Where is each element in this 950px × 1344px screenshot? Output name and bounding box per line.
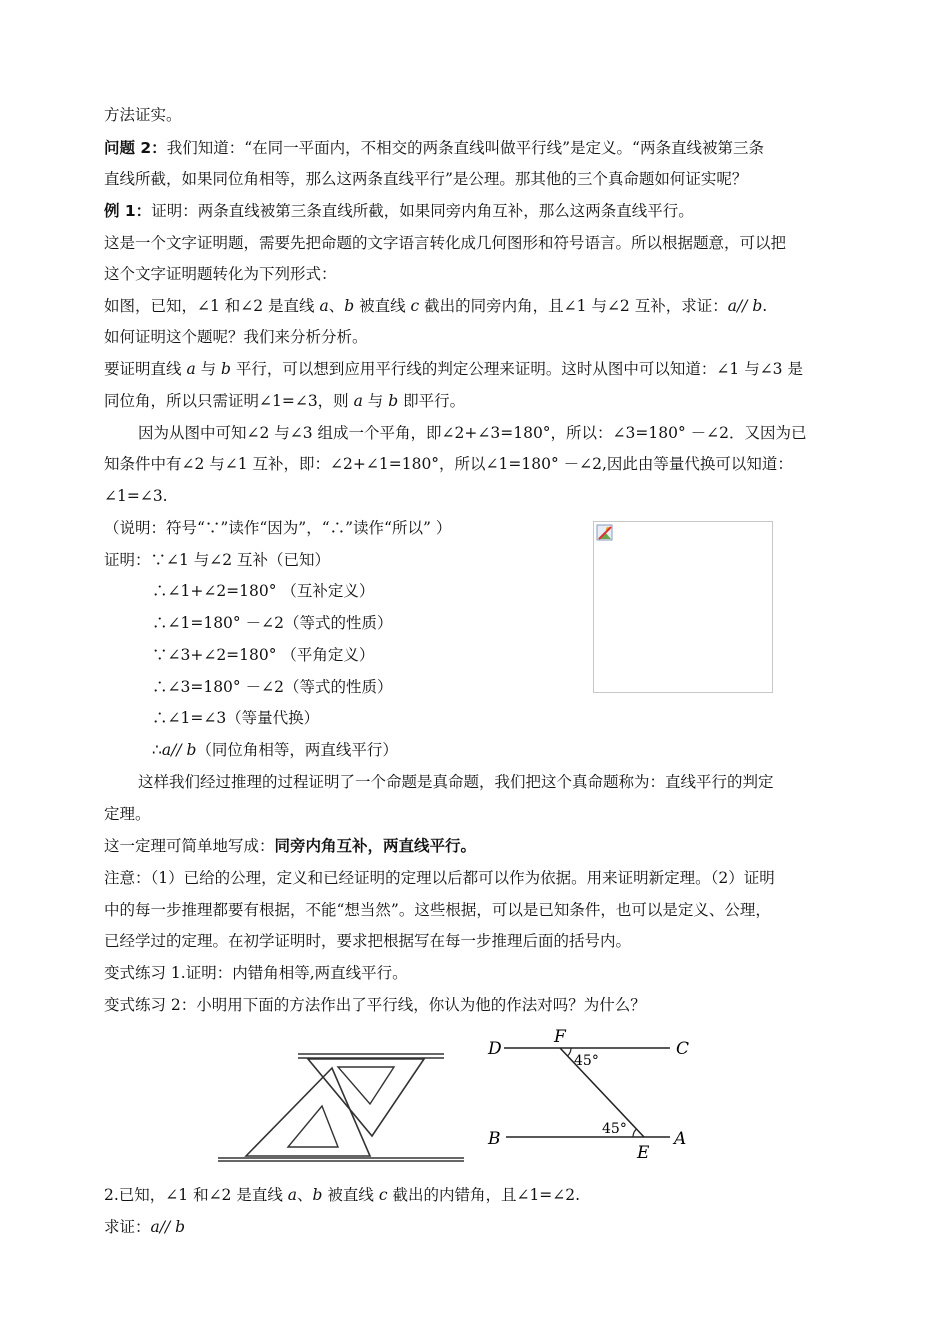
symbol-note	[104, 517, 451, 539]
parallel-expr: a// b	[150, 1218, 186, 1236]
lower-set-square	[246, 1068, 370, 1156]
text: 定理。	[104, 805, 151, 823]
text: 中的每一步推理都要有根据，不能“想当然”。这些根据，可以是已知条件，也可以是定义、公理，	[104, 901, 771, 919]
text: 、	[297, 1186, 313, 1204]
angle-arc-bottom	[633, 1129, 637, 1137]
var-a: a	[186, 360, 196, 378]
missing-figure	[593, 521, 773, 693]
text: 因为从图中可知∠2 与∠3 组成一个平角，即∠2+∠3=180°，所以：∠3=180° －∠2．又因为已	[138, 424, 807, 442]
text: ∵∠3+∠2=180° （平角定义）	[152, 646, 375, 664]
text: 这样我们经过推理的过程证明了一个命题是真命题，我们把这个真命题称为：直线平行的判定	[138, 773, 774, 791]
text: 这是一个文字证明题，需要先把命题的文字语言转化成几何图形和符号语言。所以根据题意，可以把	[104, 234, 787, 252]
text-line	[138, 422, 807, 444]
text: 如何证明这个题呢？我们来分析分析。	[104, 328, 368, 346]
text-line	[104, 326, 368, 348]
angle-label-top: 45°	[574, 1053, 599, 1069]
given-line	[104, 295, 767, 317]
angle-arc-top	[568, 1048, 572, 1056]
proof-step	[104, 549, 330, 571]
var-a: a	[319, 297, 329, 315]
text: 直线所截，如果同位角相等，那么这两条直线平行”是公理。那其他的三个真命题如何证实呢？	[104, 170, 748, 188]
text: 变式练习 2：小明用下面的方法作出了平行线，你认为他的作法对吗？为什么？	[104, 996, 646, 1014]
text: 、	[328, 297, 345, 315]
label-A: A	[674, 1129, 687, 1149]
text: 证明：两条直线被第三条直线所截，如果同旁内角互补，那么这两条直线平行。	[151, 202, 694, 220]
text: 与	[362, 392, 389, 410]
proof-step	[152, 739, 398, 761]
text: 要证明直线	[104, 360, 187, 378]
text-line	[104, 232, 786, 254]
text: 截出的内错角，且∠1=∠2.	[387, 1186, 581, 1204]
analysis-line	[104, 390, 465, 412]
text: ∴∠1=∠3（等量代换）	[152, 709, 320, 727]
text: 截出的同旁内角，且∠1 与∠2 互补，求证：	[419, 297, 728, 315]
text: ∴∠1+∠2=180° （互补定义）	[152, 582, 375, 600]
text: ∠1=∠3.	[104, 487, 168, 505]
var-b: b	[221, 360, 231, 378]
text: 被直线	[322, 1186, 379, 1204]
text-line	[104, 899, 771, 921]
text: .	[762, 297, 768, 315]
text: 这个文字证明题转化为下列形式：	[104, 265, 337, 283]
broken-image-icon	[596, 524, 614, 542]
parallel-lines-figure	[484, 1024, 704, 1164]
text-line	[104, 867, 775, 889]
text: ∴∠3=180° －∠2（等式的性质）	[152, 678, 393, 696]
label-C: C	[676, 1039, 690, 1059]
text: ∴∠1=180° －∠2（等式的性质）	[152, 614, 393, 632]
example-1	[104, 200, 694, 222]
label-E: E	[637, 1143, 650, 1163]
example-label: 例 1：	[104, 202, 152, 220]
text-line	[104, 168, 747, 190]
text: （说明：符号“∵”读作“因为”，“∴”读作“所以” ）	[104, 519, 452, 537]
exercise-2b	[104, 1184, 580, 1206]
text-line	[104, 930, 631, 952]
text-line	[104, 485, 168, 507]
label-D: D	[488, 1039, 502, 1059]
text: 同位角，所以只需证明∠1=∠3，则	[104, 392, 354, 410]
lower-set-square-inner	[288, 1106, 338, 1147]
text: 这一定理可简单地写成：	[104, 837, 275, 855]
text: （同位角相等，两直线平行）	[196, 741, 398, 759]
question-label: 问题 2：	[104, 139, 167, 157]
exercise-2	[104, 994, 646, 1016]
angle-label-bottom: 45°	[602, 1121, 627, 1137]
text: 注意：（1）已给的公理，定义和已经证明的定理以后都可以作为依据。用来证明新定理。（2）证明	[104, 869, 775, 887]
proof-step	[152, 707, 319, 729]
text: 变式练习 1.证明：内错角相等,两直线平行。	[104, 964, 408, 982]
text-line	[138, 771, 774, 793]
upper-set-square	[308, 1059, 424, 1136]
text: 知条件中有∠2 与∠1 互补，即：∠2+∠1=180°，所以∠1=180° －∠2,因此由等量代换可以知道：	[104, 455, 793, 473]
proof-step	[152, 612, 392, 634]
text-line	[104, 453, 793, 475]
text: 如图，已知，∠1 和∠2 是直线	[104, 297, 320, 315]
triangle-ruler-figure	[218, 1048, 468, 1164]
label-B: B	[488, 1129, 501, 1149]
text-line	[104, 803, 151, 825]
var-b: b	[388, 392, 399, 410]
text-line	[104, 263, 337, 285]
prove-line	[104, 1216, 185, 1238]
var-c: c	[378, 1186, 388, 1204]
parallel-expr: a// b	[727, 297, 763, 315]
proof-step	[152, 676, 392, 698]
var-a: a	[353, 392, 363, 410]
parallel-expr: a// b	[161, 741, 197, 759]
text-line	[104, 104, 182, 126]
text: 证明：∵∠1 与∠2 互补（已知）	[104, 551, 331, 569]
text: 已经学过的定理。在初学证明时，要求把根据写在每一步推理后面的括号内。	[104, 932, 632, 950]
label-F: F	[554, 1027, 566, 1047]
var-b: b	[312, 1186, 323, 1204]
var-c: c	[410, 297, 420, 315]
text: 与	[195, 360, 222, 378]
upper-set-square-inner	[338, 1067, 394, 1104]
proof-step	[152, 644, 374, 666]
text: 被直线	[354, 297, 411, 315]
proof-step	[152, 580, 374, 602]
text: 平行，可以想到应用平行线的判定公理来证明。这时从图中可以知道：∠1 与∠3 是	[230, 360, 803, 378]
theorem-statement: 同旁内角互补，两直线平行。	[274, 837, 477, 855]
text: ∴	[152, 741, 162, 759]
var-a: a	[287, 1186, 298, 1204]
text: 即平行。	[398, 392, 466, 410]
question-2	[104, 137, 764, 159]
text: 方法证实。	[104, 106, 182, 124]
var-b: b	[344, 297, 355, 315]
text: 求证：	[104, 1218, 151, 1236]
exercise-1	[104, 962, 408, 984]
analysis-line	[104, 358, 803, 380]
text: 我们知道：“在同一平面内，不相交的两条直线叫做平行线”是定义。“两条直线被第三条	[166, 139, 764, 157]
theorem-line	[104, 835, 476, 857]
text: 2.已知，∠1 和∠2 是直线	[104, 1186, 288, 1204]
